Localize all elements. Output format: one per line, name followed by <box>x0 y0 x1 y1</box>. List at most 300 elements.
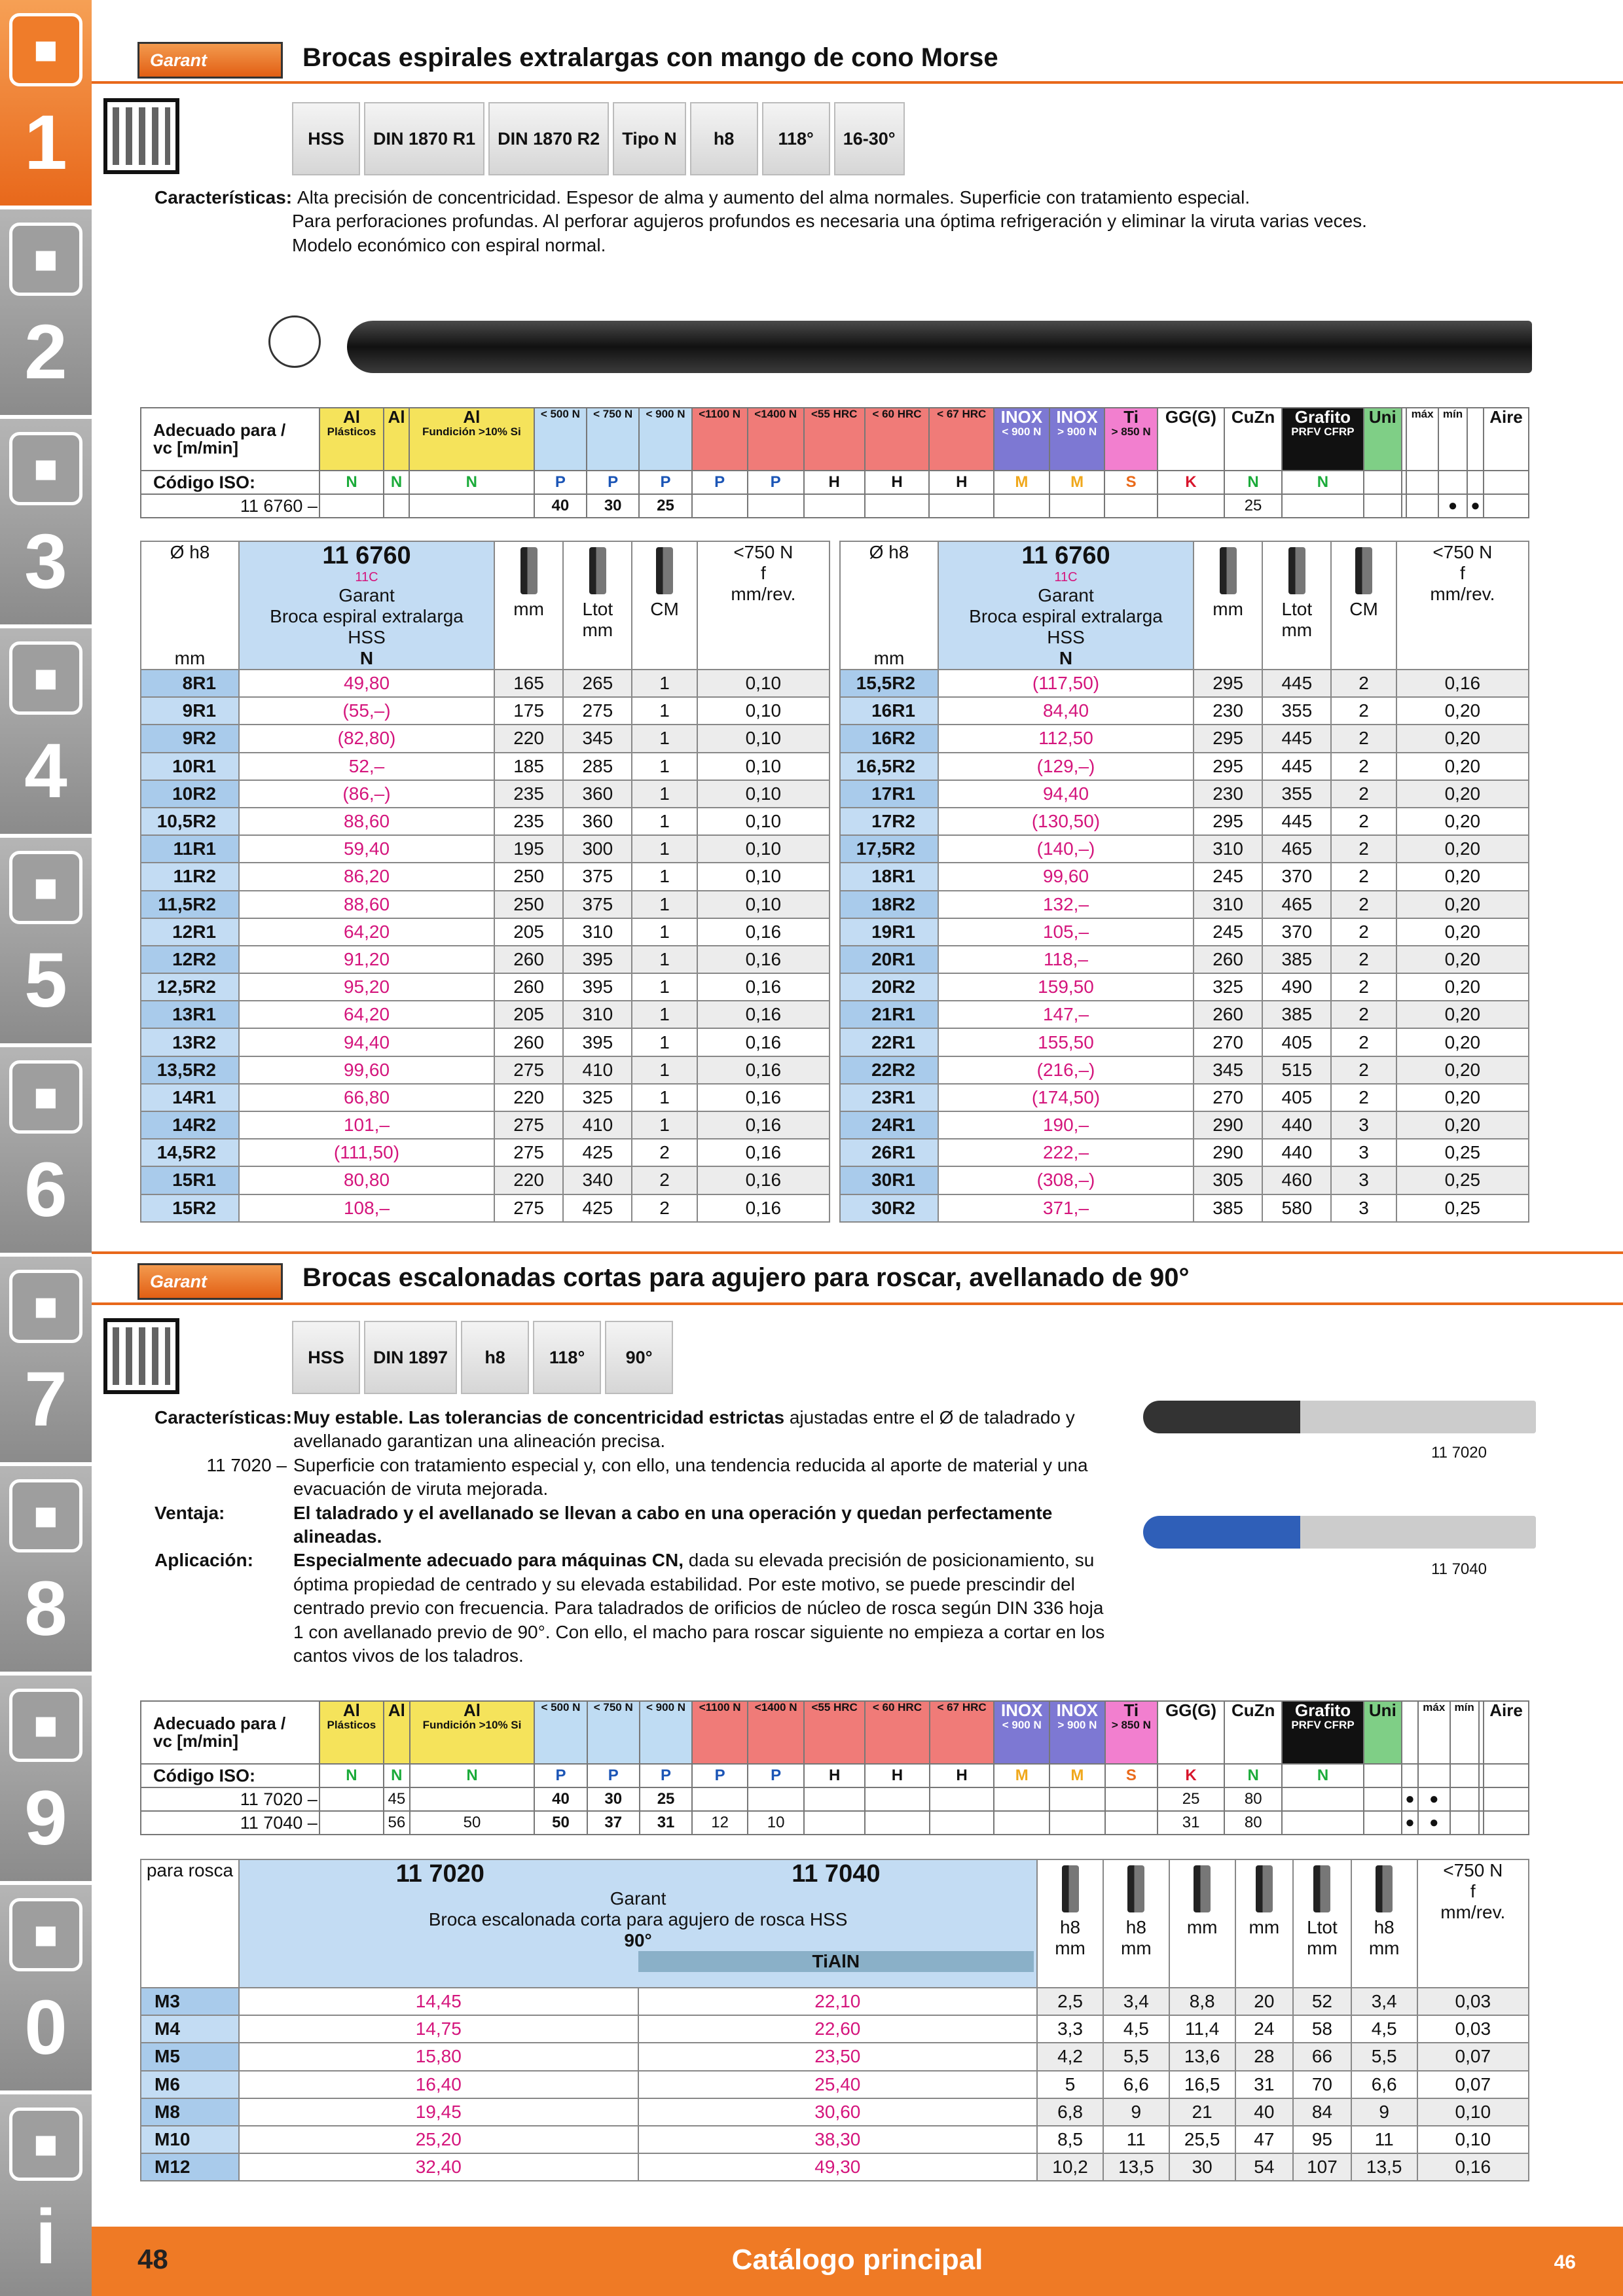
suit-value <box>1479 1787 1484 1811</box>
value-cell: 275 <box>563 697 632 725</box>
suit-value <box>748 494 804 518</box>
suit-col-sub: máx <box>1411 408 1434 420</box>
size-cell: 11R1 <box>141 835 239 863</box>
suit-col-sub: < 900 N <box>1002 425 1042 439</box>
size-cell: 17,5R2 <box>840 835 938 863</box>
value-cell: 25,5 <box>1169 2126 1235 2153</box>
suit-col-sub: < 60 HRC <box>872 408 922 420</box>
size-cell: 9R1 <box>141 697 239 725</box>
value-cell: 66 <box>1293 2043 1351 2070</box>
suit-value <box>1282 1811 1363 1835</box>
dim-row <box>141 780 830 808</box>
value-cell: 0,10 <box>697 780 830 808</box>
value-cell: 260 <box>494 973 563 1001</box>
iso-code: H <box>804 1764 865 1787</box>
suit-value <box>1484 1787 1529 1811</box>
value-cell: 250 <box>494 891 563 918</box>
value-cell: 2 <box>1331 891 1396 918</box>
size-cell: 18R1 <box>840 863 938 890</box>
suit-col-sub: <55 HRC <box>811 1701 858 1713</box>
suit-row-label: 11 7020 – <box>141 1787 319 1811</box>
col-diameter-label: Ø h8 <box>170 542 210 562</box>
price-cell: 32,40 <box>239 2153 638 2181</box>
price-cell: 132,– <box>938 891 1194 918</box>
dimension-table-2 <box>140 1859 1529 2181</box>
suit-col-sub: > 850 N <box>1111 1719 1151 1732</box>
suit-value: 25 <box>1158 1787 1224 1811</box>
price-cell: 64,20 <box>239 1001 494 1028</box>
value-cell: 58 <box>1293 2015 1351 2043</box>
value-cell: 9 <box>1351 2098 1417 2126</box>
suit-col-main: CuZn <box>1231 407 1275 427</box>
suit-value <box>994 494 1049 518</box>
sidebar-item-0[interactable] <box>0 1885 92 2094</box>
value-cell: 1 <box>632 753 697 780</box>
col-dim <box>1235 1859 1294 1988</box>
suit-value <box>930 1811 994 1835</box>
suit-col-sub: <1100 N <box>699 408 741 420</box>
iso-code: K <box>1158 1764 1224 1787</box>
article-angle: 90° <box>624 1930 652 1950</box>
image-caption: 11 7040 <box>1431 1560 1487 1578</box>
suit-col-header <box>534 408 587 471</box>
drill-length-icon <box>520 547 538 594</box>
value-cell: 355 <box>1262 697 1331 725</box>
value-cell: 10,2 <box>1037 2153 1103 2181</box>
section1-title: Brocas espirales extralargas con mango de cono Morse <box>302 43 998 72</box>
value-cell: 1 <box>632 863 697 890</box>
price-cell: 30,60 <box>638 2098 1038 2126</box>
thread-cell: M10 <box>141 2126 239 2153</box>
iso-code: P <box>587 1764 640 1787</box>
suit-value <box>865 1787 930 1811</box>
size-cell: 15,5R2 <box>840 670 938 697</box>
iso-code <box>1402 471 1406 494</box>
dim-row <box>141 670 830 697</box>
col-unit: mm <box>1186 1917 1218 1937</box>
value-cell: 425 <box>563 1194 632 1222</box>
footer-ref: 46 <box>1554 2251 1576 2273</box>
iso-code: M <box>1049 1764 1105 1787</box>
dim-row <box>141 1028 830 1056</box>
footer-title: Catálogo principal <box>731 2244 983 2276</box>
price-cell: (308,–) <box>938 1166 1194 1194</box>
brand-mark: Garant <box>338 585 395 605</box>
iso-code <box>1418 1764 1450 1787</box>
size-cell: 15R1 <box>141 1166 239 1194</box>
price-cell: 95,20 <box>239 973 494 1001</box>
dim-row <box>840 891 1529 918</box>
value-cell: 310 <box>563 1001 632 1028</box>
suit-col-header <box>930 1701 994 1764</box>
price-cell: (86,–) <box>239 780 494 808</box>
size-cell: 14,5R2 <box>141 1139 239 1166</box>
value-cell: 230 <box>1194 697 1262 725</box>
value-cell: 0,10 <box>697 863 830 890</box>
value-cell: 0,16 <box>697 946 830 973</box>
suit-col-header <box>1438 408 1467 471</box>
suit-col-sub: < 500 N <box>541 1701 581 1713</box>
article-codes <box>242 1860 1034 1888</box>
suit-col-header <box>1418 1701 1450 1764</box>
article-desc: Broca espiral extralarga <box>270 606 464 626</box>
suit-value: ● <box>1402 1811 1418 1835</box>
suit-value <box>1484 1811 1529 1835</box>
features-text: ajustadas entre el Ø de taladrado y avellanado garantizan una alineación precisa. <box>293 1407 1075 1452</box>
value-cell: 260 <box>1194 946 1262 973</box>
dim-row <box>840 697 1529 725</box>
dim-row <box>141 1166 830 1194</box>
col-unit: mm <box>1281 620 1313 640</box>
step-drill-icon <box>1062 1865 1079 1912</box>
suit-value: 31 <box>640 1811 692 1835</box>
price-cell: 22,60 <box>638 2015 1038 2043</box>
suit-col-sub: <1400 N <box>754 1701 797 1713</box>
col-unit: mm <box>513 599 544 619</box>
col-diameter <box>141 541 239 670</box>
sidebar-item-2[interactable] <box>0 209 92 419</box>
price-cell: 222,– <box>938 1139 1194 1166</box>
spec-badge: h8 <box>461 1321 529 1394</box>
material-750-icon: <750 N <box>1432 542 1493 562</box>
dim-row <box>840 725 1529 752</box>
suit-value: ● <box>1418 1811 1450 1835</box>
suit-col-main: Al <box>463 407 481 427</box>
value-cell: 3,4 <box>1103 1988 1169 2015</box>
value-cell: 0,16 <box>1417 2153 1529 2181</box>
col-dim <box>1293 1859 1351 1988</box>
sidebar-item-number: 4 <box>24 728 67 814</box>
value-cell: 0,20 <box>1396 835 1529 863</box>
suit-col-header <box>384 1701 410 1764</box>
col-dim <box>1037 1859 1103 1988</box>
price-cell: 99,60 <box>239 1056 494 1084</box>
size-cell: 21R1 <box>840 1001 938 1028</box>
value-cell: 260 <box>1194 1001 1262 1028</box>
suit-value <box>1105 1811 1158 1835</box>
size-cell: 15R2 <box>141 1194 239 1222</box>
value-cell: 2 <box>1331 753 1396 780</box>
dim-row <box>840 835 1529 863</box>
drill-image-7040 <box>1143 1516 1536 1549</box>
value-cell: 0,25 <box>1396 1139 1529 1166</box>
col-tol: Ltot <box>1307 1917 1338 1937</box>
value-cell: 0,20 <box>1396 1056 1529 1084</box>
sidebar-item-7[interactable] <box>0 1257 92 1466</box>
suit-col-sub: < 60 HRC <box>872 1701 922 1713</box>
suit-value: ● <box>1402 1787 1418 1811</box>
value-cell: 0,20 <box>1396 1028 1529 1056</box>
value-cell: 0,20 <box>1396 1111 1529 1139</box>
sidebar-item-8[interactable] <box>0 1466 92 1676</box>
dim-row <box>141 2126 1529 2153</box>
dim-header-row <box>840 541 1529 670</box>
qr-code-icon[interactable] <box>103 98 179 174</box>
suit-value: 50 <box>410 1811 535 1835</box>
toolbox-icon: ■ <box>9 1479 82 1552</box>
suit-col-main: Ti <box>1123 407 1139 427</box>
suit-value <box>692 494 748 518</box>
suit-value: 30 <box>587 494 639 518</box>
suit-value: 30 <box>587 1787 640 1811</box>
value-cell: 2 <box>1331 946 1396 973</box>
value-cell: 235 <box>494 808 563 835</box>
size-cell: 17R2 <box>840 808 938 835</box>
iso-code: N <box>319 1764 384 1787</box>
value-cell: 490 <box>1262 973 1331 1001</box>
value-cell: 1 <box>632 697 697 725</box>
dim-row <box>141 2043 1529 2070</box>
sidebar-item-3[interactable] <box>0 419 92 628</box>
iso-code: P <box>534 471 587 494</box>
drill-image-7020 <box>1143 1401 1536 1433</box>
price-cell: 19,45 <box>239 2098 638 2126</box>
value-cell: 2,5 <box>1037 1988 1103 2015</box>
price-cell: 94,40 <box>239 1028 494 1056</box>
page-number: 48 <box>137 2244 168 2274</box>
size-cell: 10R2 <box>141 780 239 808</box>
size-cell: 13R1 <box>141 1001 239 1028</box>
garant-logo <box>137 1263 283 1300</box>
sidebar-item-number: 6 <box>24 1147 67 1233</box>
application-label: Aplicación: <box>155 1550 253 1571</box>
suit-col-sub: < 750 N <box>593 1701 633 1713</box>
price-cell: 86,20 <box>239 863 494 890</box>
iso-code <box>1438 471 1467 494</box>
price-cell: (130,50) <box>938 808 1194 835</box>
dim-row <box>840 1084 1529 1111</box>
value-cell: 295 <box>1194 725 1262 752</box>
value-cell: 84 <box>1293 2098 1351 2126</box>
page-footer <box>92 2227 1623 2296</box>
pliers-icon: ■ <box>9 1270 82 1343</box>
suit-col-main: Grafito <box>1294 1700 1351 1720</box>
article-type: N <box>359 648 374 668</box>
sidebar-item-number: 5 <box>24 937 67 1024</box>
brand-mark: Garant <box>1038 585 1094 605</box>
suit-col-header <box>748 408 804 471</box>
size-cell: 10R1 <box>141 753 239 780</box>
dimension-table-right <box>839 541 1529 1223</box>
dim-row <box>840 753 1529 780</box>
dim-row <box>141 725 830 752</box>
suit-col-main: Al <box>464 1700 481 1720</box>
dim-row <box>141 753 830 780</box>
section2-title: Brocas escalonadas cortas para agujero para roscar, avellanado de 90° <box>302 1263 1190 1292</box>
suit-col-header <box>692 408 748 471</box>
value-cell: 2 <box>632 1139 697 1166</box>
value-cell: 1 <box>632 1001 697 1028</box>
price-cell: 88,60 <box>239 808 494 835</box>
spec-badge: h8 <box>690 102 758 175</box>
drill-length-icon <box>1220 547 1237 594</box>
iso-code: H <box>930 1764 994 1787</box>
suit-value <box>410 1787 535 1811</box>
suit-value <box>930 1787 994 1811</box>
value-cell: 1 <box>632 1056 697 1084</box>
suit-col-main: Aire <box>1489 407 1523 427</box>
dim-row <box>840 1166 1529 1194</box>
article-type: N <box>1059 648 1073 668</box>
suit-header-row <box>141 408 1529 471</box>
value-cell: 445 <box>1262 808 1331 835</box>
price-cell: 25,40 <box>638 2071 1038 2098</box>
value-cell: 300 <box>563 835 632 863</box>
size-cell: 12,5R2 <box>141 973 239 1001</box>
value-cell: 2 <box>632 1194 697 1222</box>
price-cell: 52,– <box>239 753 494 780</box>
value-cell: 370 <box>1262 918 1331 946</box>
sidebar-item-9[interactable] <box>0 1676 92 1885</box>
spec-badge: DIN 1870 R1 <box>364 102 484 175</box>
value-cell: 310 <box>1194 891 1262 918</box>
value-cell: 11 <box>1103 2126 1169 2153</box>
suit-value: 40 <box>534 494 587 518</box>
iso-code: N <box>1282 471 1364 494</box>
logo-text: Garant <box>150 50 208 70</box>
value-cell: 325 <box>563 1084 632 1111</box>
dim-row <box>141 1194 830 1222</box>
dim-row <box>840 1028 1529 1056</box>
iso-code: P <box>587 471 639 494</box>
value-cell: 0,16 <box>697 973 830 1001</box>
qr-code-icon[interactable] <box>103 1318 179 1394</box>
suit-value <box>1450 1787 1479 1811</box>
features-line: Para perforaciones profundas. Al perforar agujeros profundos es necesaria una óptima refrigeración y eliminar la viruta varias veces. <box>292 211 1367 232</box>
step-drill-icon <box>1376 1865 1393 1912</box>
value-cell: 5 <box>1037 2071 1103 2098</box>
value-cell: 54 <box>1235 2153 1294 2181</box>
suit-col-header <box>804 408 865 471</box>
suit-col-header <box>1282 408 1364 471</box>
sidebar-item-1[interactable] <box>0 0 92 209</box>
suit-value <box>384 494 409 518</box>
value-cell: 0,25 <box>1396 1194 1529 1222</box>
suit-col-sub: < 67 HRC <box>937 408 987 420</box>
article-code-7040: 11 7040 <box>792 1860 881 1888</box>
suit-col-main: Grafito <box>1294 407 1351 427</box>
value-cell: 2 <box>1331 863 1396 890</box>
price-cell: 94,40 <box>938 780 1194 808</box>
suit-col-main: Al <box>388 407 405 427</box>
value-cell: 295 <box>1194 670 1262 697</box>
size-cell: 12R1 <box>141 918 239 946</box>
value-cell: 5,5 <box>1103 2043 1169 2070</box>
suit-col-main: GG(G) <box>1165 407 1216 427</box>
value-cell: 13,6 <box>1169 2043 1235 2070</box>
suit-col-header <box>587 1701 640 1764</box>
value-cell: 0,16 <box>697 1056 830 1084</box>
value-cell: 0,16 <box>697 1166 830 1194</box>
sidebar-item-6[interactable] <box>0 1047 92 1257</box>
sidebar-item-number: i <box>35 2194 57 2280</box>
section2-rule <box>92 1302 1623 1305</box>
suit-col-header <box>865 408 930 471</box>
suit-col-header <box>1224 1701 1282 1764</box>
value-cell: 295 <box>1194 808 1262 835</box>
sidebar-item-5[interactable] <box>0 838 92 1047</box>
value-cell: 275 <box>494 1194 563 1222</box>
value-cell: 265 <box>563 670 632 697</box>
iso-code: P <box>692 1764 748 1787</box>
garant-logo <box>137 42 283 79</box>
suit-value: 25 <box>639 494 691 518</box>
price-cell: 101,– <box>239 1111 494 1139</box>
sidebar-item-i[interactable] <box>0 2094 92 2296</box>
advantage-text: El taladrado y el avellanado se llevan a cabo en una operación y quedan perfectamente alineadas. <box>293 1502 1053 1547</box>
value-cell: 235 <box>494 780 563 808</box>
size-cell: 16,5R2 <box>840 753 938 780</box>
col-length <box>1194 541 1262 670</box>
suit-value <box>1450 1811 1479 1835</box>
iso-code: P <box>640 1764 692 1787</box>
dim-row <box>141 946 830 973</box>
variant-text: Superficie con tratamiento especial y, con ello, una tendencia reducida al aporte de material y una evacuación de viruta mejorada. <box>293 1454 1088 1499</box>
suit-value <box>1105 1787 1158 1811</box>
drill-ltot-icon <box>1288 547 1305 594</box>
suit-col-sub: PRFV CFRP <box>1291 425 1355 439</box>
dim-row <box>840 973 1529 1001</box>
price-cell: 22,10 <box>638 1988 1038 2015</box>
sidebar-item-4[interactable] <box>0 628 92 838</box>
price-cell: 64,20 <box>239 918 494 946</box>
iso-row <box>141 471 1529 494</box>
size-cell: 17R1 <box>840 780 938 808</box>
iso-code <box>1450 1764 1479 1787</box>
value-cell: 0,10 <box>697 725 830 752</box>
suit-value <box>994 1787 1049 1811</box>
dim-row <box>840 1139 1529 1166</box>
suit-col-sub: <1400 N <box>754 408 797 420</box>
value-cell: 3 <box>1331 1166 1396 1194</box>
value-cell: 195 <box>494 835 563 863</box>
col-tol: h8 <box>1059 1917 1081 1937</box>
step-drill-icon <box>1313 1865 1330 1912</box>
value-cell: 95 <box>1293 2126 1351 2153</box>
article-mat: HSS <box>348 627 386 647</box>
sidebar-item-number: 0 <box>24 1984 67 2071</box>
suit-value <box>1049 1787 1105 1811</box>
size-cell: 23R1 <box>840 1084 938 1111</box>
value-cell: 205 <box>494 1001 563 1028</box>
value-cell: 0,10 <box>697 670 830 697</box>
col-diameter-label: Ø h8 <box>869 542 909 562</box>
value-cell: 360 <box>563 780 632 808</box>
suit-value: 25 <box>640 1787 692 1811</box>
col-diameter <box>840 541 938 670</box>
value-cell: 1 <box>632 780 697 808</box>
dim-row <box>141 1056 830 1084</box>
spec-badge: 118° <box>533 1321 601 1394</box>
suit-value <box>1049 1811 1105 1835</box>
suit-col-sub: < 900 N <box>646 408 685 420</box>
col-unit: mm <box>1121 1938 1152 1958</box>
suit-value: 37 <box>587 1811 640 1835</box>
brand-mark: Garant <box>610 1888 666 1909</box>
price-cell: 25,20 <box>239 2126 638 2153</box>
suit-col-header <box>319 1701 384 1764</box>
article-code-7020: 11 7020 <box>395 1860 484 1888</box>
suit-col-sub: < 500 N <box>540 408 580 420</box>
size-cell: 30R1 <box>840 1166 938 1194</box>
value-cell: 310 <box>563 918 632 946</box>
value-cell: 445 <box>1262 725 1331 752</box>
value-cell: 0,07 <box>1417 2071 1529 2098</box>
value-cell: 0,10 <box>697 808 830 835</box>
suit-col-main: Al <box>388 1700 405 1720</box>
dim-row <box>141 697 830 725</box>
price-cell: 49,30 <box>638 2153 1038 2181</box>
